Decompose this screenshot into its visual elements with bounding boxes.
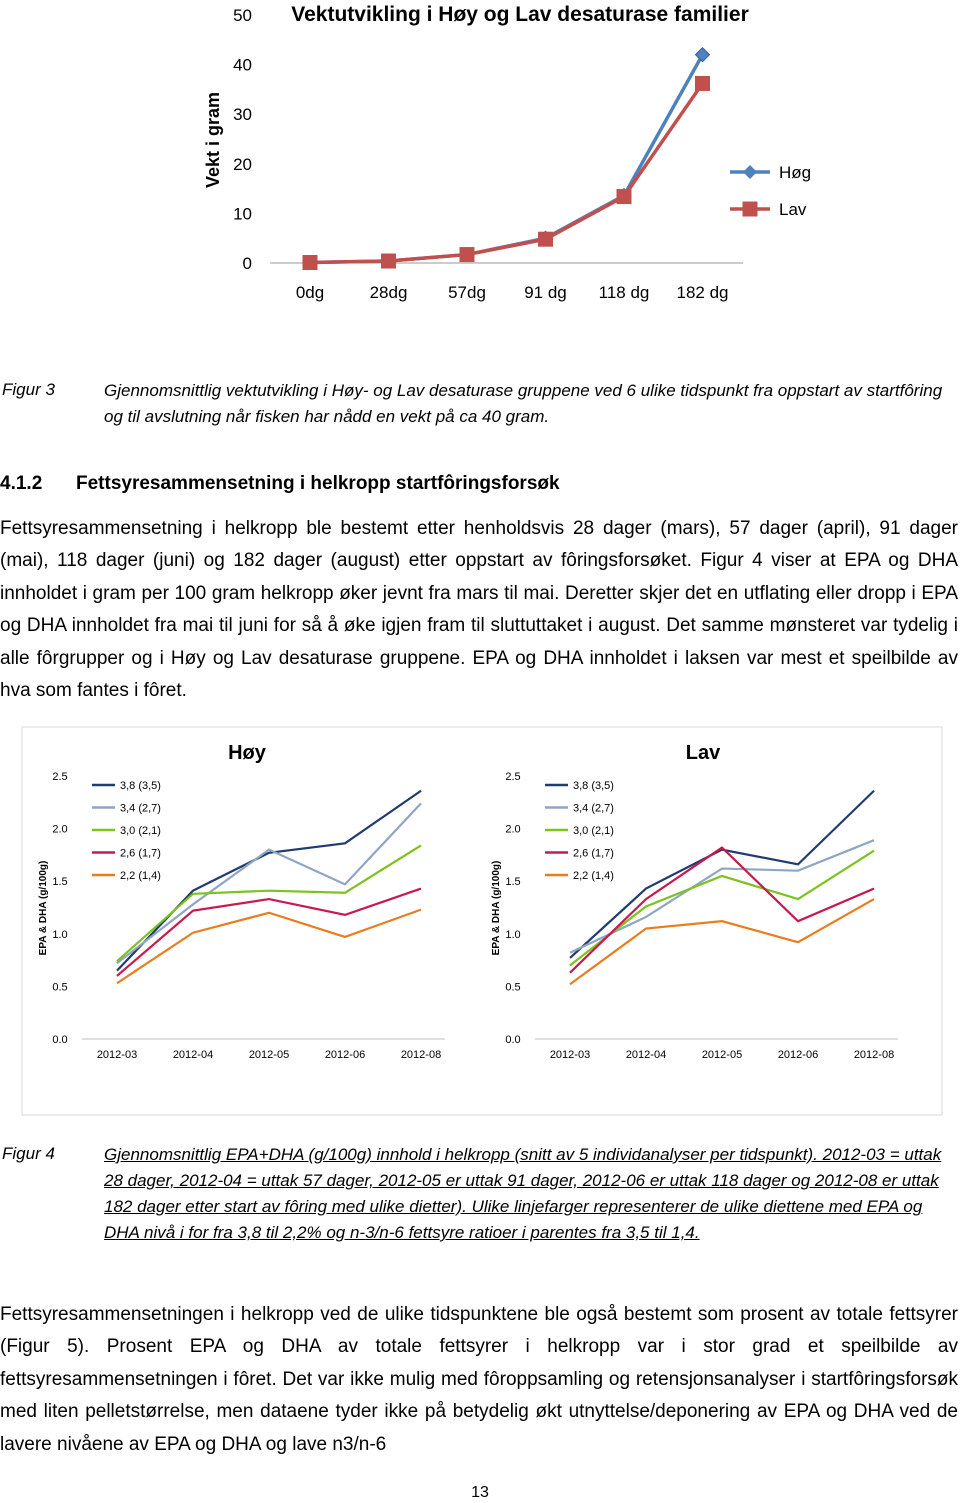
y-tick-label: 1.5 <box>52 876 68 889</box>
figure3-label: Figur 3 <box>2 380 55 399</box>
x-tick-label: 2012-03 <box>549 1049 591 1061</box>
series-line-1 <box>117 803 421 963</box>
legend-label: Lav <box>779 200 807 219</box>
y-tick-label: 10 <box>233 204 252 224</box>
series-line-3 <box>570 848 874 973</box>
body-paragraph-2: Fettsyresammensetningen i helkropp ved de ulike tidspunktene ble også bestemt som prosent av totale fettsyrer (Figur 5). Prosent EPA og DHA av totale fettsyrer i helkropp var i stor grad et speilbilde av fettsyresammensetningen i fôret. Det var ikke mulig med fôroppsamling og retensjonsanalyser i startfôringsforsøk med liten pelletstørrelse, men dataene tyder ikke på betydelig økt utnyttelse/deponering av EPA og DHA ved de lavere nivåene av EPA og DHA og lave n3/n-6 <box>0 1304 958 1455</box>
data-point <box>538 232 553 247</box>
y-axis-title: EPA & DHA (g/100g) <box>38 860 49 956</box>
legend-label: 3,8 (3,5) <box>573 780 614 792</box>
series-line-0 <box>117 791 421 971</box>
y-tick-label: 1.5 <box>505 876 521 889</box>
data-point <box>696 48 710 62</box>
x-tick-label: 0dg <box>295 283 325 302</box>
x-tick-label: 2012-08 <box>400 1049 442 1061</box>
y-axis-title: EPA & DHA (g/100g) <box>491 860 502 956</box>
x-tick-label: 182 dg <box>676 283 729 302</box>
y-tick-label: 1.0 <box>505 928 521 941</box>
legend-marker <box>743 202 758 217</box>
figure4-label: Figur 4 <box>2 1144 55 1163</box>
y-tick-label: 50 <box>233 6 252 25</box>
section-title: Fettsyresammensetning i helkropp startfôringsforsøk <box>76 473 560 494</box>
x-tick-label: 2012-04 <box>172 1049 214 1061</box>
x-tick-label: 57dg <box>448 283 486 302</box>
legend-marker <box>743 165 757 179</box>
chart-panel-lav <box>491 742 898 1061</box>
data-point <box>617 189 632 204</box>
data-point <box>460 247 475 262</box>
series-line-3 <box>117 889 421 976</box>
data-point <box>695 76 710 91</box>
y-tick-label: 1.0 <box>52 928 68 941</box>
data-point <box>381 254 396 269</box>
weight-chart <box>0 0 960 330</box>
y-axis-title: Vekt i gram <box>203 91 223 189</box>
y-tick-label: 0 <box>242 254 252 273</box>
legend-label: 3,4 (2,7) <box>120 802 161 815</box>
y-tick-label: 2.5 <box>505 771 521 783</box>
y-tick-label: 0.5 <box>52 981 68 994</box>
panel-title: Lav <box>685 742 721 764</box>
x-tick-label: 91 dg <box>524 283 567 302</box>
series-line-1 <box>310 83 703 262</box>
figure4-caption: Gjennomsnittlig EPA+DHA (g/100g) innhold i helkropp (snitt av 5 individanalyser per tidspunkt). 2012-03 = uttak 28 dager, 2012-04 = uttak 57 dager, 2012-05 er uttak 91 dager, 2012-06 er uttak 118 dager og 2012-08 er uttak 182 dager etter start av fôring med ulike dietter). Ulike linjefarger representerer de ulike diettene med EPA og DHA nivå i for fra 3,8 til 2,2% og n-3/n-6 fettsyre ratioer i parentes fra 3,5 til 1,4. <box>104 1145 942 1242</box>
epa-dha-charts <box>0 725 960 1117</box>
legend-label: 3,8 (3,5) <box>120 780 161 792</box>
series-line-4 <box>570 899 874 984</box>
y-tick-label: 0.5 <box>505 981 521 994</box>
legend-label: Høg <box>779 163 812 182</box>
body-paragraph: Fettsyresammensetning i helkropp ble bestemt etter henholdsvis 28 dager (mars), 57 dager (april), 91 dager (mai), 118 dager (juni) og 182 dager (august) etter oppstart av fôringsforsøket. Figur 4 viser at EPA og DHA innholdet i gram per 100 gram helkropp øker jevnt fra mars til mai. Deretter skjer det en utflating eller dropp i EPA og DHA innholdet fra mai til juni for så å øke igjen fram til sluttuttaket i august. Det samme mønsteret var tydelig i alle fôrgrupper og i Høy og Lav desaturase gruppene. EPA og DHA innholdet i laksen var mest et speilbilde av hva som fantes i fôret. <box>0 518 958 702</box>
page-number: 13 <box>471 1484 489 1501</box>
legend-label: 3,0 (2,1) <box>573 825 614 837</box>
y-tick-label: 0.0 <box>52 1034 68 1046</box>
legend-label: 3,4 (2,7) <box>573 802 614 815</box>
legend-label: 2,2 (1,4) <box>573 870 614 882</box>
x-tick-label: 2012-08 <box>853 1049 895 1061</box>
y-tick-label: 2.5 <box>52 771 68 783</box>
x-tick-label: 28dg <box>369 283 408 302</box>
x-tick-label: 2012-06 <box>324 1049 366 1061</box>
figure3-caption: Gjennomsnittlig vektutvikling i Høy- og Lav desaturase gruppene ved 6 ulike tidspunkt fra oppstart av startfôring og til avslutning når fisken har nådd en vekt på ca 40 gram. <box>104 381 943 426</box>
y-tick-label: 2.0 <box>505 823 521 836</box>
data-point <box>303 255 318 270</box>
series-line-0 <box>310 55 703 263</box>
y-tick-label: 30 <box>233 105 252 125</box>
x-tick-label: 2012-05 <box>701 1049 743 1061</box>
y-tick-label: 2.0 <box>52 823 68 836</box>
y-tick-label: 20 <box>233 154 252 174</box>
y-tick-label: 40 <box>233 55 252 75</box>
chart-title: Vektutvikling i Høy og Lav desaturase familier <box>291 3 749 26</box>
chart-panel-hoy <box>38 742 445 1061</box>
x-tick-label: 2012-03 <box>96 1049 138 1061</box>
y-tick-label: 0.0 <box>505 1034 521 1046</box>
series-line-0 <box>570 791 874 958</box>
legend-label: 3,0 (2,1) <box>120 825 161 837</box>
x-tick-label: 2012-05 <box>248 1049 290 1061</box>
legend-label: 2,2 (1,4) <box>120 870 161 882</box>
series-line-1 <box>570 840 874 953</box>
x-tick-label: 2012-04 <box>625 1049 667 1061</box>
section-number: 4.1.2 <box>0 473 43 494</box>
x-tick-label: 2012-06 <box>777 1049 819 1061</box>
legend-label: 2,6 (1,7) <box>573 847 614 860</box>
section-heading <box>0 473 560 495</box>
legend-label: 2,6 (1,7) <box>120 847 161 860</box>
panel-title: Høy <box>228 742 266 764</box>
x-tick-label: 118 dg <box>598 283 650 302</box>
